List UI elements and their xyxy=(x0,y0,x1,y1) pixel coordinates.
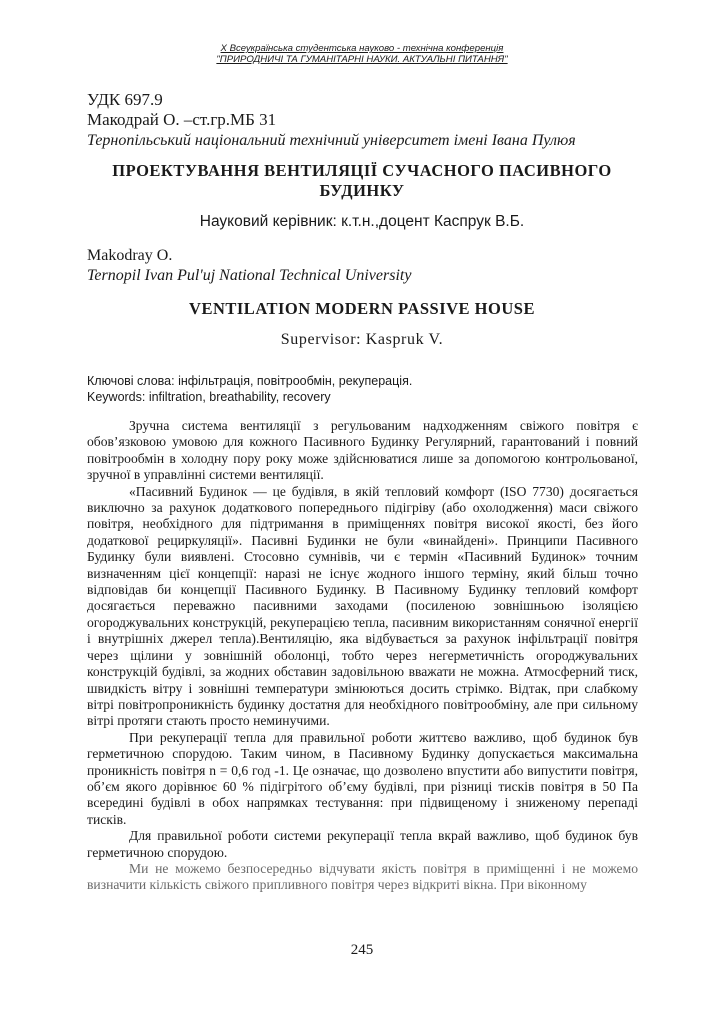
paragraph-5: Ми не можемо безпосередньо відчувати якість повітря в приміщенні і не можемо визначити кількість свіжого припливного повітря через відкриті вікна. При віконному xyxy=(87,860,638,893)
title-ua: ПРОЕКТУВАННЯ ВЕНТИЛЯЦІЇ СУЧАСНОГО ПАСИВНОГО БУДИНКУ xyxy=(112,161,612,200)
author-en: Makodray O. xyxy=(87,247,173,264)
paragraph-4: Для правильної роботи системи рекуперації тепла вкрай важливо, щоб будинок був герметичною спорудою. xyxy=(87,828,638,860)
page-number: 245 xyxy=(350,942,374,958)
paragraph-2: «Пасивний Будинок — це будівля, в якій тепловий комфорт (ISO 7730) досягається виключно за рахунок додаткового попереднього підігріву (або охолодження) маси свіжого повітря, необхідного для підтримання в приміщеннях повітря високої якості, без його додаткової рециркуляції». Пасивні Будинки не були «винайдені». Принципи Пасивного Будинку були виявлені. Стосовно сумнівів, чи є термін «Пасивний Будинок» точним визначенням цієї концепції: наразі не існує жодного іншого терміну, який більш точно відповідав би концепції Пасивного Будинку. В Пасивному Будинку тепловий комфорт досягається переважно пасивними заходами (посиленою зовнішньою ізоляцією огороджувальних конструкцій, рекуперацією тепла, пасивним використанням сонячної енергії і внутрішніх джерел тепла).Вентиляцію, яка відбувається за рахунок інфільтрації повітря через щілини у зовнішній оболонці, тобто через негерметичність огороджувальних конструкцій будівлі, за жодних обставин задовільною вважати не можна. Атмосферний тиск, швидкість вітру і зовнішні температури змінюються досить стрімко. Відтак, при слабкому вітрі повітропроникність будинку достатня для необхідного повітрообміну, але при сильному вітрі протяги стають просто неминучими. xyxy=(87,483,638,729)
conference-title: X Всеукраїнська студентська науково - технічна конференція xyxy=(220,43,504,54)
affiliation-en: Ternopil Ivan Pul'uj National Technical University xyxy=(87,267,412,284)
supervisor-en: Supervisor: Kaspruk V. xyxy=(280,331,444,348)
keywords-ua: Ключові слова: інфільтрація, повітрообмін, рекуперація. xyxy=(87,374,413,388)
keywords-en: Keywords: infiltration, breathability, recovery xyxy=(87,390,331,404)
paragraph-1: Зручна система вентиляції з регульованим надходженням свіжого повітря є обов’язковою умовою для кожного Пасивного Будинку Регулярний, гарантований і повний повітрообмін в холодну пору року може здійснюватися лише за допомогою контрольованої, зручної в управлінні системи вентиляції. xyxy=(87,418,638,483)
supervisor-ua: Науковий керівник: к.т.н.,доцент Каспрук В.Б. xyxy=(199,213,525,230)
conference-subtitle: "ПРИРОДНИЧІ ТА ГУМАНІТАРНІ НАУКИ. АКТУАЛЬНІ ПИТАННЯ" xyxy=(216,54,508,65)
author-ua: Макодрай О. –ст.гр.МБ 31 xyxy=(87,110,277,129)
article-body xyxy=(87,418,638,894)
udk-code: УДК 697.9 xyxy=(87,90,163,109)
paragraph-3: При рекуперації тепла для правильної роботи життєво важливо, щоб будинок був герметичною спорудою. Таким чином, в Пасивному Будинку допускається максимальна проникність повітря n = 0,6 год -1. Це означає, що дозволено впустити або випустити повітря, об’єм якого дорівнює 60 % підігрітого об’єму будівлі, при різниці тисків повітря в 50 Па всередині будівлі в обох напрямках тестування: при підвищеному і зниженому перепаді тисків. xyxy=(87,729,638,827)
title-en: VENTILATION MODERN PASSIVE HOUSE xyxy=(189,299,535,318)
affiliation-ua: Тернопільський національний технічний університет імені Івана Пулюя xyxy=(87,132,576,149)
